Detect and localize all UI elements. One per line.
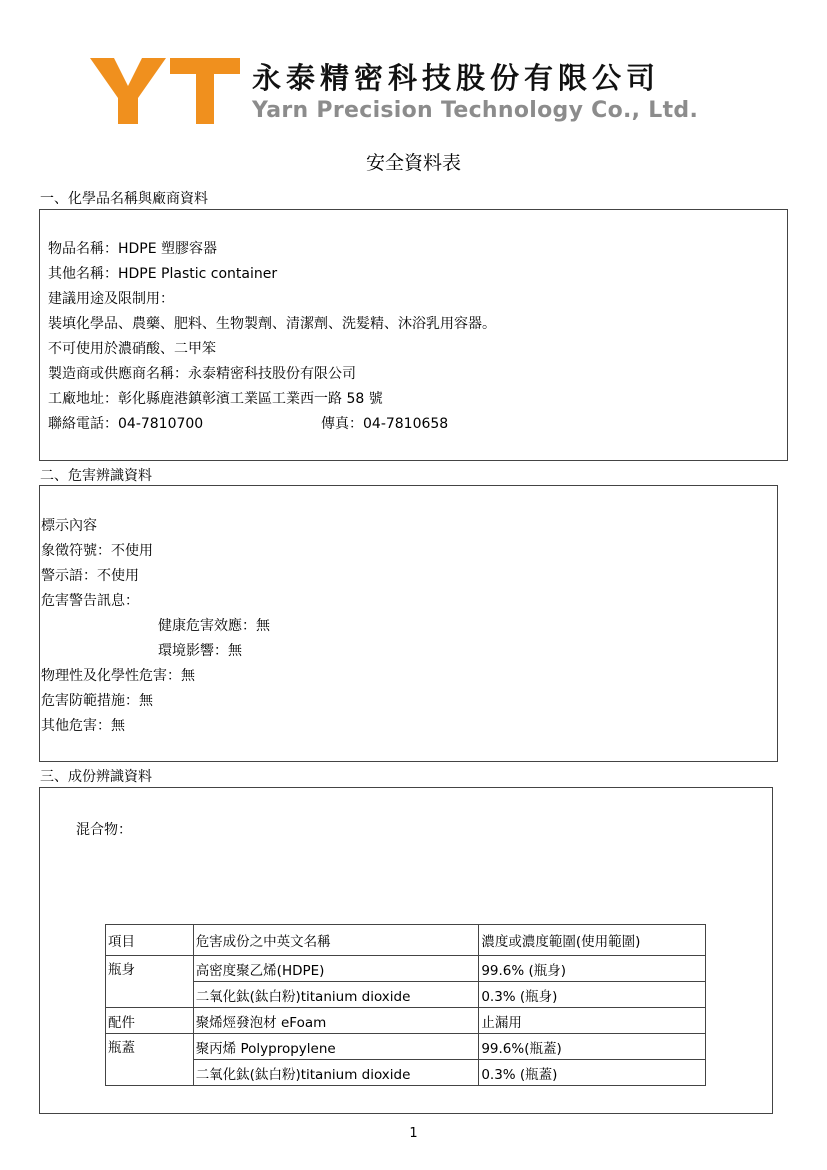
label-content: 標示內容 [41, 518, 97, 534]
physical-chemical-hazard: 物理性及化學性危害：無 [41, 668, 195, 684]
recommended-use-label: 建議用途及限制用： [48, 291, 174, 307]
cell-item: 瓶蓋 [106, 1034, 194, 1086]
table-row [106, 1034, 706, 1060]
other-name: 其他名稱：HDPE Plastic container [48, 266, 278, 282]
section-3-title: 三、成份辨識資料 [40, 769, 152, 785]
mixture-label: 混合物： [76, 822, 132, 838]
cell-concentration: 0.3% (瓶蓋) [479, 1060, 706, 1086]
table-row [106, 1008, 706, 1034]
other-hazards: 其他危害：無 [41, 718, 125, 734]
table-row [106, 982, 706, 1008]
cell-component: 二氧化鈦(鈦白粉)titanium dioxide [193, 1060, 479, 1086]
contact-fax: 傳真：04-7810658 [321, 416, 449, 432]
table-header-row [106, 925, 706, 956]
company-name-en: Yarn Precision Technology Co., Ltd. [252, 98, 699, 123]
cell-component: 聚烯烴發泡材 eFoam [193, 1008, 479, 1034]
cell-concentration: 止漏用 [479, 1008, 706, 1034]
hazard-statement-label: 危害警告訊息： [41, 593, 139, 609]
signal-word: 警示語：不使用 [41, 568, 139, 584]
use-restriction: 不可使用於濃硝酸、二甲笨 [48, 341, 216, 357]
header-item: 項目 [106, 925, 194, 956]
header-component: 危害成份之中英文名稱 [193, 925, 479, 956]
logo-letter-y [90, 58, 166, 124]
company-logo [90, 58, 240, 124]
product-name: 物品名稱：HDPE 塑膠容器 [48, 241, 218, 257]
header-concentration: 濃度或濃度範圍(使用範圍) [479, 925, 706, 956]
cell-concentration: 99.6%(瓶蓋) [479, 1034, 706, 1060]
precautionary-measures: 危害防範措施：無 [41, 693, 153, 709]
cell-component: 二氧化鈦(鈦白粉)titanium dioxide [193, 982, 479, 1008]
logo-letter-t [170, 58, 240, 124]
section-2-box [39, 485, 778, 762]
cell-item: 配件 [106, 1008, 194, 1034]
cell-concentration: 99.6% (瓶身) [479, 956, 706, 982]
recommended-use: 裝填化學品、農藥、肥料、生物製劑、清潔劑、洗髮精、沐浴乳用容器。 [48, 316, 496, 332]
symbol: 象徵符號：不使用 [41, 543, 153, 559]
cell-concentration: 0.3% (瓶身) [479, 982, 706, 1008]
cell-component: 高密度聚乙烯(HDPE) [193, 956, 479, 982]
section-1-box [39, 209, 788, 461]
factory-address: 工廠地址：彰化縣鹿港鎮彰濱工業區工業西一路 58 號 [48, 391, 383, 407]
company-name-cn: 永泰精密科技股份有限公司 [252, 61, 661, 95]
cell-item: 瓶身 [106, 956, 194, 1008]
manufacturer: 製造商或供應商名稱：永泰精密科技股份有限公司 [48, 366, 356, 382]
environmental-impact: 環境影響：無 [158, 643, 242, 659]
section-2-title: 二、危害辨識資料 [40, 468, 152, 484]
cell-component: 聚丙烯 Polypropylene [193, 1034, 479, 1060]
document-title: 安全資料表 [365, 152, 461, 174]
page-number: 1 [409, 1126, 418, 1141]
table-row [106, 1060, 706, 1086]
section-1-title: 一、化學品名稱與廠商資料 [40, 191, 208, 207]
contact-phone: 聯絡電話：04-7810700 [48, 416, 204, 432]
health-hazard: 健康危害效應：無 [158, 618, 270, 634]
table-row [106, 956, 706, 982]
composition-table [105, 924, 706, 1086]
